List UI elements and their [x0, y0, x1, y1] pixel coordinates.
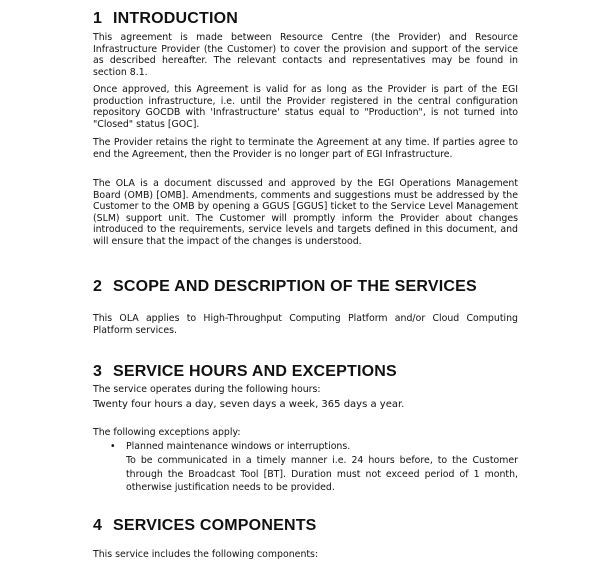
components-paragraph: This service includes the following components: [93, 549, 319, 560]
hours-exceptions-intro: The following exceptions apply: [93, 427, 241, 438]
section-1-heading: 1 INTRODUCTION [93, 10, 239, 27]
exception-detail: To be communicated in a timely manner i.e. 24 hours before, to the Customer through the Broadcast Tool [BT]. Duration must not exceed period of 1 month, otherwise justification needs to be provided. [126, 455, 518, 494]
section-3-heading: 3 SERVICE HOURS AND EXCEPTIONS [93, 363, 397, 380]
intro-paragraph-2: Once approved, this Agreement is valid for as long as the Provider is part of the EGI production infrastructure, i.e. until the Provider registered in the central configuration repository GOCDB with 'Infrastructure' status equal to "Production", is not turned into "Closed" status [GOC]. [93, 84, 518, 130]
section-2-heading: 2 SCOPE AND DESCRIPTION OF THE SERVICES [93, 278, 477, 295]
section-4-heading: 4 SERVICES COMPONENTS [93, 517, 317, 534]
bullet-icon: • [110, 441, 116, 452]
scope-paragraph: This OLA applies to High-Throughput Computing Platform and/or Cloud Computing Platform services. [93, 313, 518, 336]
intro-paragraph-4: The OLA is a document discussed and approved by the EGI Operations Management Board (OMB) [OMB]. Amendments, comments and suggestions must be addressed by the Customer to the OMB by opening a GGUS [GGUS] ticket to the Service Level Management (SLM) support unit. The Customer will promptly inform the Provider about changes introduced to the requirements, service levels and targets defined in this document, and will ensure that the impact of the changes is understood. [93, 178, 518, 247]
intro-paragraph-3: The Provider retains the right to terminate the Agreement at any time. If parties agree to end the Agreement, then the Provider is no longer part of EGI Infrastructure. [93, 137, 518, 160]
document-page: 1 INTRODUCTION This agreement is made between Resource Centre (the Provider) and Resource Infrastructure Provider (the Customer) to cover the provision and support of the service as described hereafter. The relevant contacts and representatives may be found in section 8.1. Once approved, this Agreement is valid for as long as the Provider is part of the EGI production infrastructure, i.e. until the Provider registered in the central configuration repository GOCDB with 'Infrastructure' status equal to "Production", is not turned into "Closed" status [GOC]. The Provider retains the right to terminate the Agreement at any time. If parties agree to end the Agreement, then the Provider is no longer part of EGI Infrastructure. The OLA is a document discussed and approved by the EGI Operations Management Board (OMB) [OMB]. Amendments, comments and suggestions must be addressed by the Customer to the OMB by opening a GGUS [GGUS] ticket to the Service Level Management (SLM) support unit. The Customer will promptly inform the Provider about changes introduced to the requirements, service levels and targets defined in this document, and will ensure that the impact of the changes is understood. 2 SCOPE AND DESCRIPTION OF THE SERVICES This OLA applies to High-Throughput Computing Platform and/or Cloud Computing Platform services. 3 SERVICE HOURS AND EXCEPTIONS The service operates during the following hours: Twenty four hours a day, seven days a week, 365 days a year. The following exceptions apply: • Planned maintenance windows or interruptions. To be communicated in a timely manner i.e. 24 hours before, to the Customer through the Broadcast Tool [BT]. Duration must not exceed period of 1 month, otherwise justification needs to be provided. 4 SERVICES COMPONENTS This service includes the following components: [93, 10, 518, 560]
intro-paragraph-1: This agreement is made between Resource Centre (the Provider) and Resource Infrastructure Provider (the Customer) to cover the provision and support of the service as described hereafter. The relevant contacts and representatives may be found in section 8.1. [93, 32, 518, 78]
hours-paragraph-2: Twenty four hours a day, seven days a week, 365 days a year. [93, 399, 405, 410]
hours-paragraph-1: The service operates during the following hours: [93, 384, 321, 395]
